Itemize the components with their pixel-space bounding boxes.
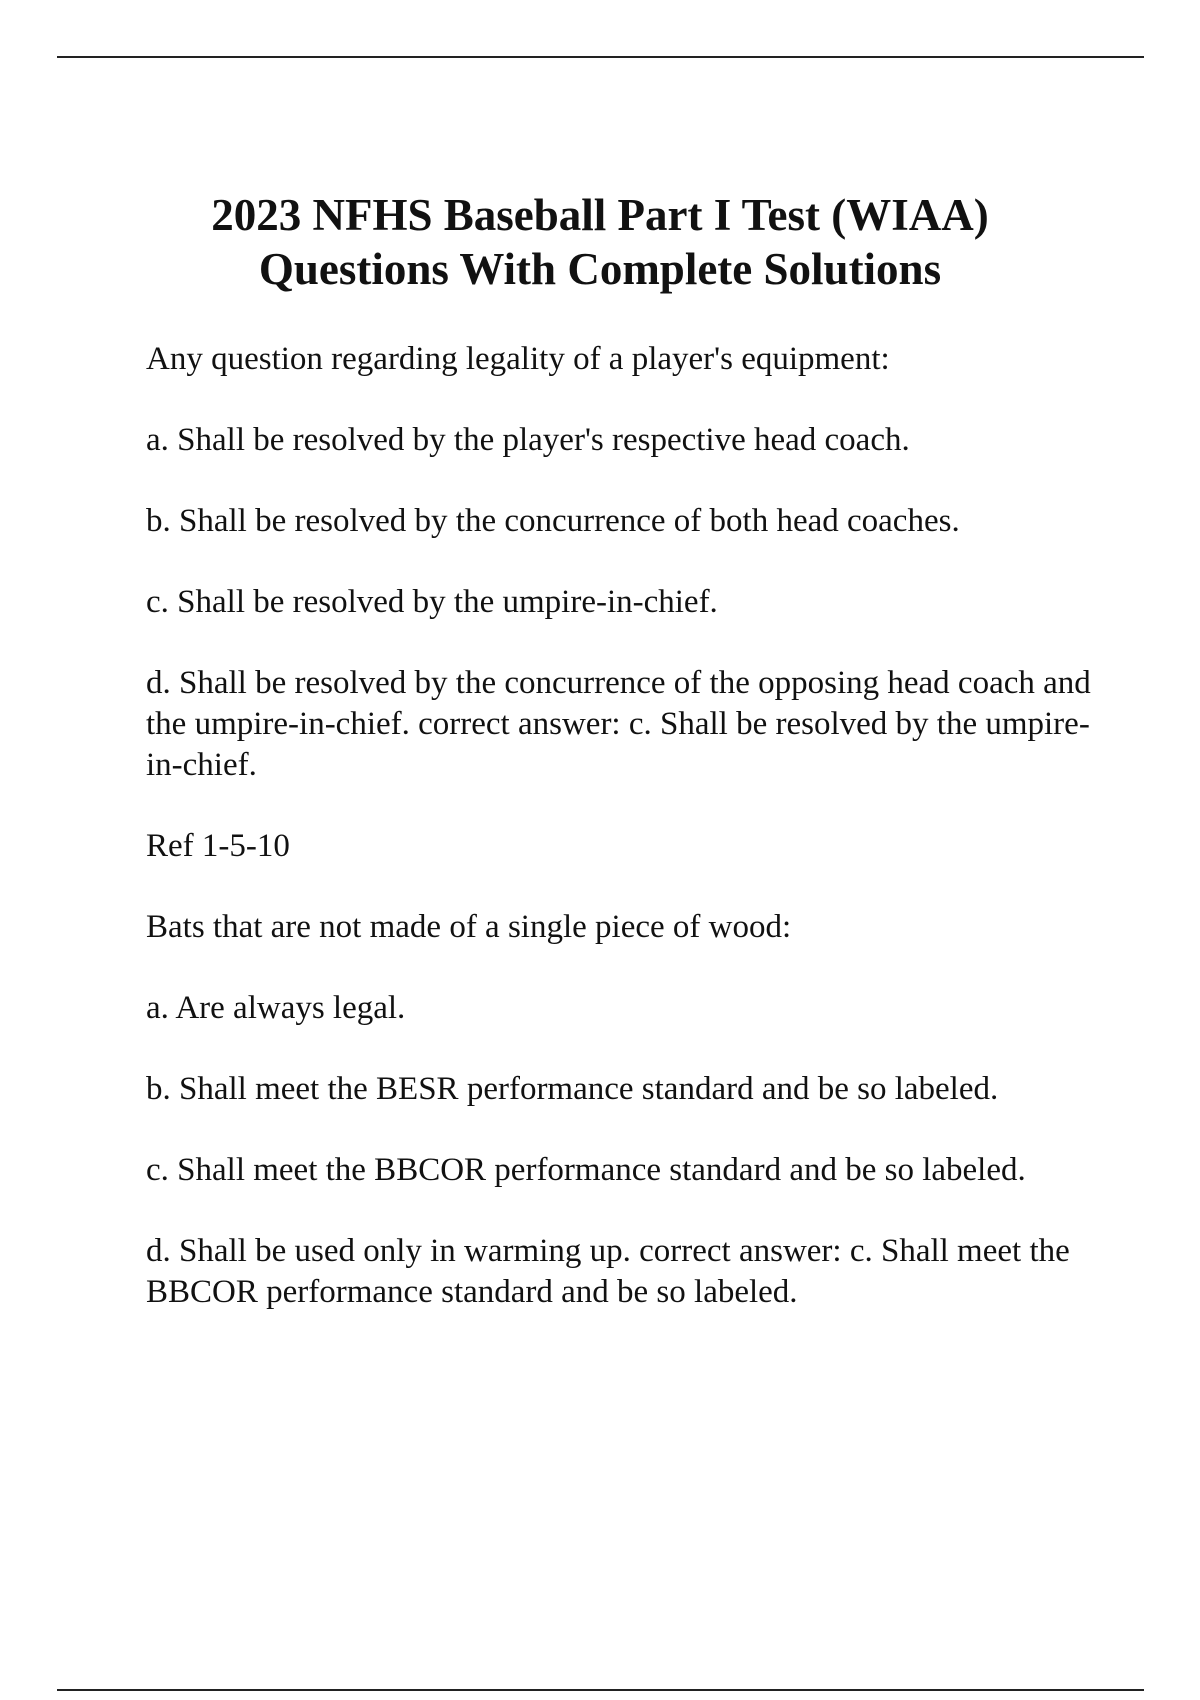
question-1-reference: Ref 1-5-10 xyxy=(146,828,290,864)
question-1-option-d-answer: d. Shall be resolved by the concurrence of the opposing head coach and the umpire-in-chief. correct answer: c. Shall be resolved by the umpire-in-chief. xyxy=(146,665,1091,783)
question-2-option-a: a. Are always legal. xyxy=(146,990,406,1026)
title-line-1: 2023 NFHS Baseball Part I Test (WIAA) xyxy=(211,190,989,240)
question-1-option-b: b. Shall be resolved by the concurrence of both head coaches. xyxy=(146,503,960,539)
bottom-divider xyxy=(57,1689,1144,1691)
question-1-option-c: c. Shall be resolved by the umpire-in-chief. xyxy=(146,584,718,620)
question-2-option-b: b. Shall meet the BESR performance standard and be so labeled. xyxy=(146,1071,999,1107)
question-1-option-a: a. Shall be resolved by the player's respective head coach. xyxy=(146,422,910,458)
question-2-option-c: c. Shall meet the BBCOR performance standard and be so labeled. xyxy=(146,1152,1026,1188)
question-1-prompt: Any question regarding legality of a player's equipment: xyxy=(146,341,890,377)
title-line-2: Questions With Complete Solutions xyxy=(258,244,942,294)
question-2-option-d-answer: d. Shall be used only in warming up. correct answer: c. Shall meet the BBCOR performance standard and be so labeled. xyxy=(146,1233,1070,1310)
top-divider xyxy=(57,56,1144,58)
question-2-prompt: Bats that are not made of a single piece of wood: xyxy=(146,909,792,945)
document-body xyxy=(146,339,1106,1353)
document-title xyxy=(0,188,1200,296)
